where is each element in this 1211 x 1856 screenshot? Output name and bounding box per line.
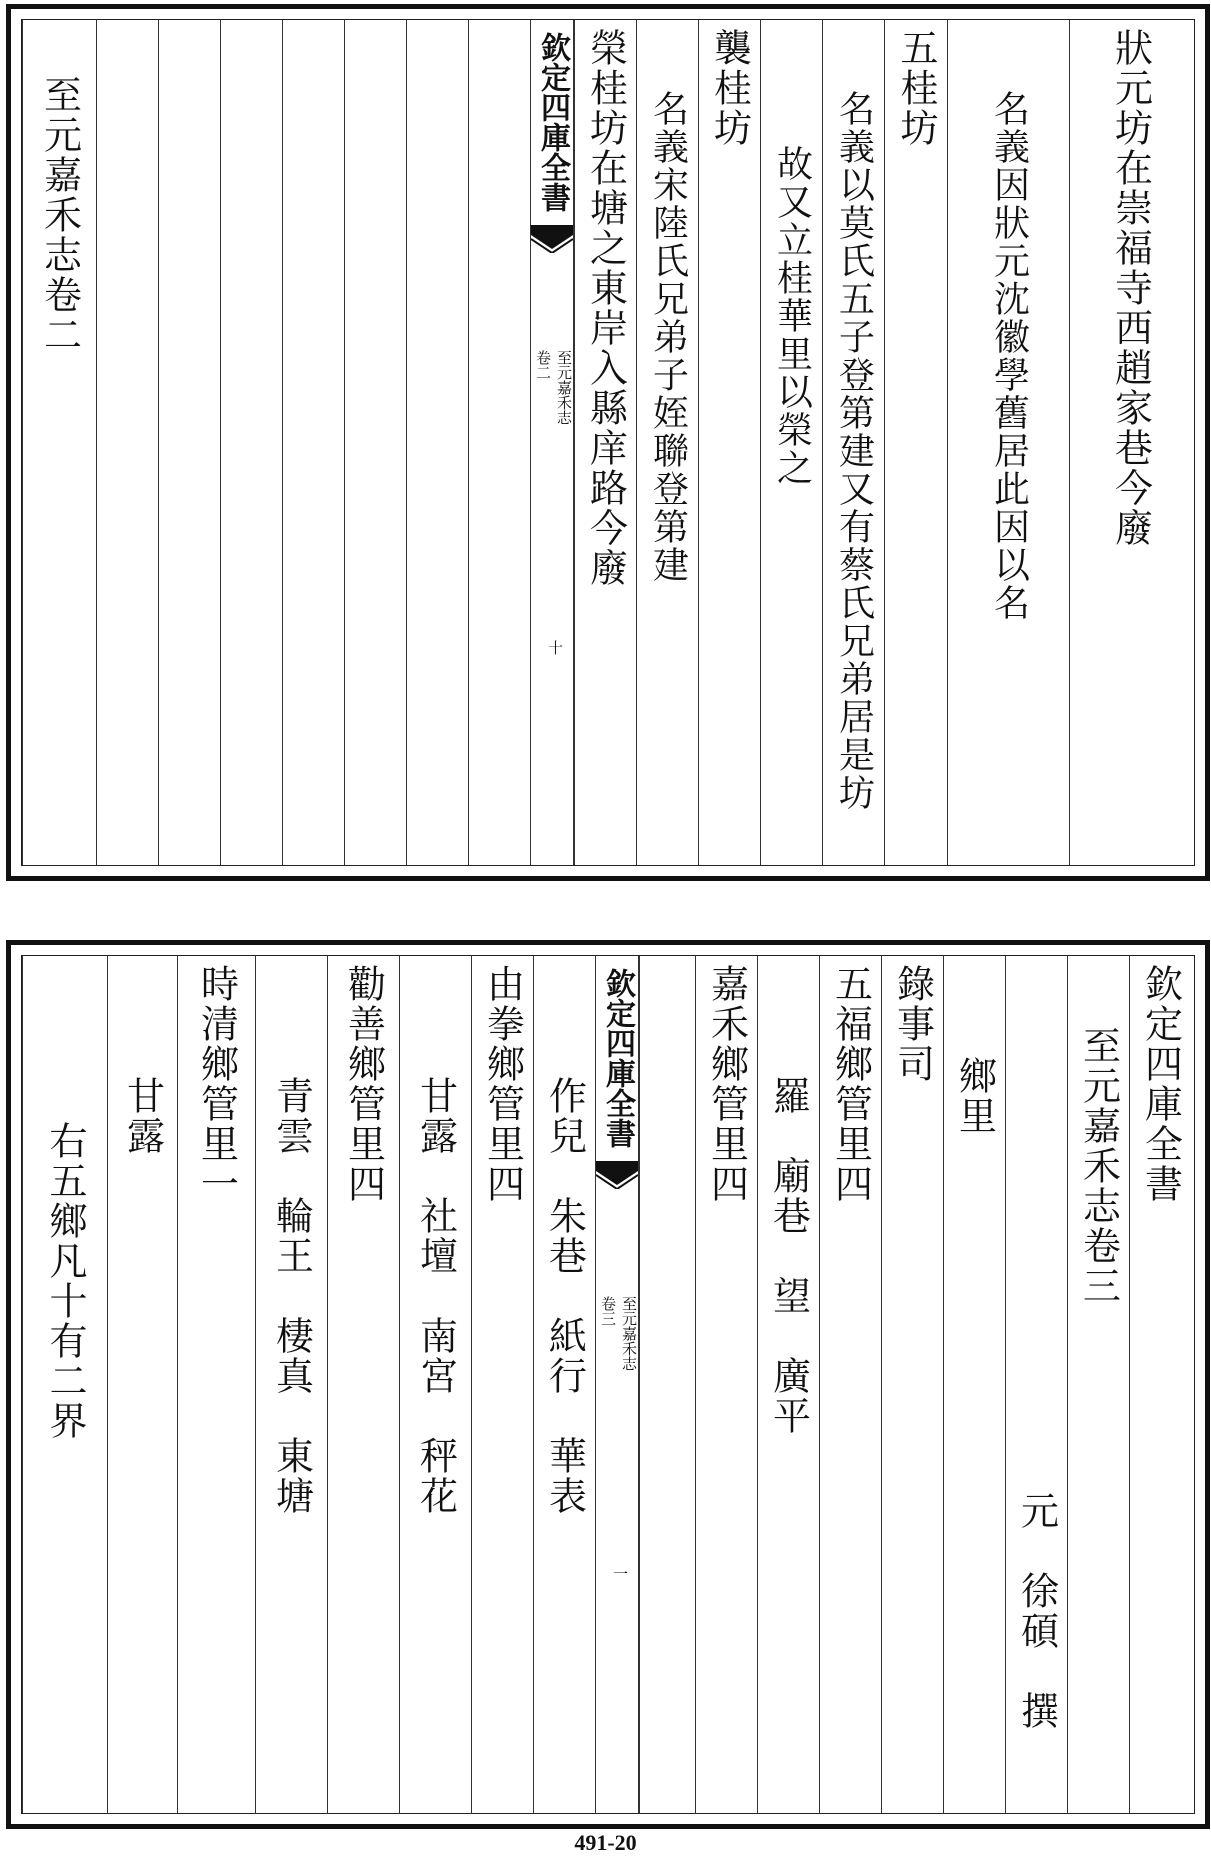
bottom-left-text-3: 甘露 社壇 南宮 秤花 — [413, 1076, 458, 1516]
bottom-left-text-7: 甘露 — [120, 1076, 165, 1156]
bottom-col-2 — [1067, 956, 1129, 1813]
bottom-left-col-3 — [399, 956, 471, 1813]
bottom-col-9 — [639, 956, 695, 1813]
top-gutter-volume: 卷二 — [534, 350, 552, 380]
top-text-5: 故又立桂華里以榮之 — [771, 145, 813, 487]
bottom-fishtail-mark — [596, 1161, 638, 1189]
top-col-7 — [636, 20, 698, 865]
top-text-4: 名義以莫氏五子登第建又有蔡氏兄弟居是坊 — [833, 90, 875, 812]
bottom-left-text-4: 勸善鄉管里四 — [341, 964, 386, 1204]
top-text-2: 名義因狀元沈徽學舊居此因以名 — [988, 90, 1030, 622]
top-gutter — [530, 20, 574, 865]
bottom-left-col-7 — [107, 956, 177, 1813]
top-page-inner-border — [21, 19, 1195, 866]
top-gutter-title: 欽定四庫全書 — [535, 32, 570, 212]
top-col-5 — [760, 20, 822, 865]
bottom-page-inner-border — [21, 955, 1195, 1814]
bottom-text-8: 嘉禾鄉管里四 — [704, 964, 749, 1204]
top-text-3: 五桂坊 — [894, 28, 938, 148]
bottom-left-col-5 — [255, 956, 327, 1813]
bottom-col-3 — [1005, 956, 1067, 1813]
bottom-left-text-5: 青雲 輪王 棲真 東塘 — [269, 1076, 314, 1516]
bottom-text-6: 五福鄉管里四 — [828, 964, 873, 1204]
top-volume-end-title: 至元嘉禾志卷二 — [37, 75, 82, 355]
top-left-col-8 — [22, 20, 96, 865]
page-number: 491-20 — [574, 1830, 637, 1855]
bottom-left-text-2: 由拳鄉管里四 — [480, 964, 525, 1204]
bottom-left-text-1: 作兒 朱巷 紙行 華表 — [542, 1076, 587, 1516]
bottom-left-col-8 — [22, 956, 107, 1813]
top-gutter-book: 至元嘉禾志 — [555, 350, 573, 425]
bottom-col-6 — [819, 956, 881, 1813]
bottom-page-frame — [6, 940, 1210, 1829]
bottom-left-text-8: 右五鄉凡十有二界 — [43, 1121, 87, 1441]
top-text-6: 襲桂坊 — [707, 28, 752, 148]
top-left-col-1 — [468, 20, 530, 865]
top-fishtail-mark — [531, 225, 573, 253]
bottom-col-7 — [757, 956, 819, 1813]
bottom-gutter — [595, 956, 639, 1813]
bottom-volume-title: 至元嘉禾志卷三 — [1076, 1026, 1121, 1306]
top-col-4 — [822, 20, 884, 865]
bottom-col-8 — [695, 956, 757, 1813]
bottom-text-7: 羅 廟巷 望 廣平 — [766, 1076, 811, 1436]
top-col-1 — [1069, 20, 1191, 865]
top-text-1: 狀元坊在崇福寺西趙家巷今廢 — [1108, 28, 1153, 548]
bottom-left-col-2 — [471, 956, 533, 1813]
top-gutter-leaf: 十 — [546, 640, 564, 655]
top-col-8 — [574, 20, 636, 865]
top-left-col-3 — [344, 20, 406, 865]
top-text-7: 名義宋陸氏兄弟子姪聯登第建 — [647, 90, 689, 584]
top-left-col-7 — [96, 20, 158, 865]
top-col-2 — [947, 20, 1069, 865]
bottom-col-5 — [881, 956, 943, 1813]
top-text-8: 榮桂坊在塘之東岸入縣庠路今廢 — [583, 28, 628, 588]
top-left-col-5 — [220, 20, 282, 865]
bottom-col-1 — [1129, 956, 1191, 1813]
top-col-6 — [698, 20, 760, 865]
bottom-left-col-4 — [327, 956, 399, 1813]
bottom-section-heading: 鄉里 — [952, 1056, 997, 1136]
bottom-gutter-title: 欽定四庫全書 — [600, 968, 635, 1148]
bottom-left-col-6 — [177, 956, 255, 1813]
bottom-left-col-1 — [533, 956, 595, 1813]
bottom-text-5: 錄事司 — [890, 964, 935, 1084]
bottom-author-line: 元 徐碩 撰 — [1014, 1491, 1059, 1731]
top-left-col-4 — [282, 20, 344, 865]
bottom-gutter-book: 至元嘉禾志 — [620, 1296, 638, 1371]
bottom-left-text-6: 時清鄉管里一 — [194, 964, 239, 1204]
bottom-gutter-volume: 卷三 — [599, 1296, 617, 1326]
bottom-gutter-leaf: 一 — [611, 1566, 629, 1581]
top-page-frame — [6, 4, 1210, 881]
top-col-3 — [884, 20, 947, 865]
bottom-collection-title: 欽定四庫全書 — [1138, 964, 1183, 1204]
top-left-col-2 — [406, 20, 468, 865]
top-left-col-6 — [158, 20, 220, 865]
bottom-col-4 — [943, 956, 1005, 1813]
